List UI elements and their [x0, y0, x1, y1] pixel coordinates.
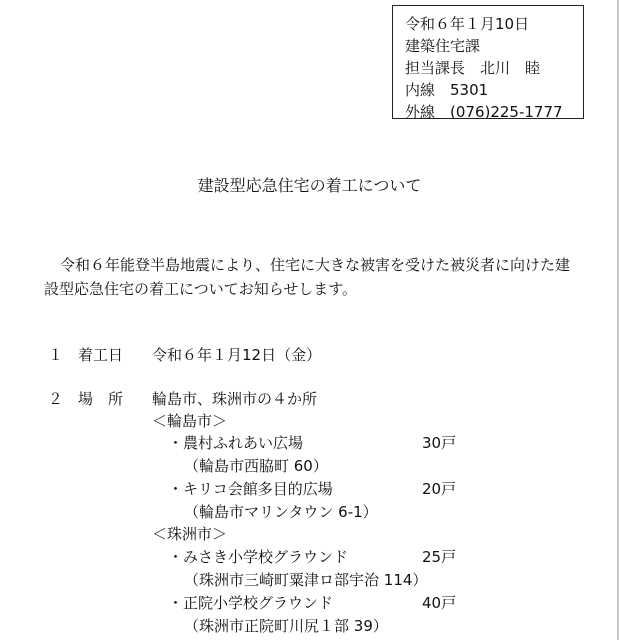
contact-extension: 内線 5301 — [405, 81, 489, 99]
site-units: 20戸 — [422, 480, 457, 498]
section2-label: 場 所 — [78, 390, 124, 408]
contact-box — [392, 5, 584, 119]
site-units: 40戸 — [422, 594, 457, 612]
section1-number: １ — [48, 346, 64, 364]
site-address: （珠洲市正院町川尻１部 39） — [184, 617, 388, 635]
section2-number: ２ — [48, 390, 64, 408]
site-name: ・みさき小学校グラウンド — [168, 548, 349, 566]
section1-label: 着工日 — [78, 346, 124, 364]
site-name: ・農村ふれあい広場 — [168, 434, 304, 452]
intro-line-2: 設型応急住宅の着工についてお知らせします。 — [44, 280, 358, 298]
site-units: 25戸 — [422, 548, 457, 566]
site-name: ・キリコ会館多目的広場 — [168, 480, 333, 498]
site-address: （珠洲市三崎町粟津ロ部宇治 114） — [184, 571, 428, 589]
site-units: 30戸 — [422, 434, 457, 452]
contact-external: 外線 (076)225-1777 — [405, 103, 563, 121]
section1-value: 令和６年１月12日（金） — [152, 346, 322, 364]
group-name-wajima: ＜輪島市＞ — [152, 412, 228, 430]
site-address: （輪島市西脇町 60） — [184, 457, 328, 475]
page-title: 建設型応急住宅の着工について — [197, 176, 422, 195]
section2-summary: 輪島市、珠洲市の４か所 — [152, 390, 318, 408]
site-address: （輪島市マリンタウン 6-1） — [184, 503, 378, 521]
contact-date: 令和６年１月10日 — [405, 15, 530, 33]
group-name-suzu: ＜珠洲市＞ — [152, 525, 228, 543]
contact-manager: 担当課長 北川 睦 — [405, 59, 541, 77]
site-name: ・正院小学校グラウンド — [168, 594, 334, 612]
intro-line-1: 令和６年能登半島地震により、住宅に大きな被害を受けた被災者に向けた建 — [60, 256, 571, 274]
contact-department: 建築住宅課 — [405, 37, 481, 55]
